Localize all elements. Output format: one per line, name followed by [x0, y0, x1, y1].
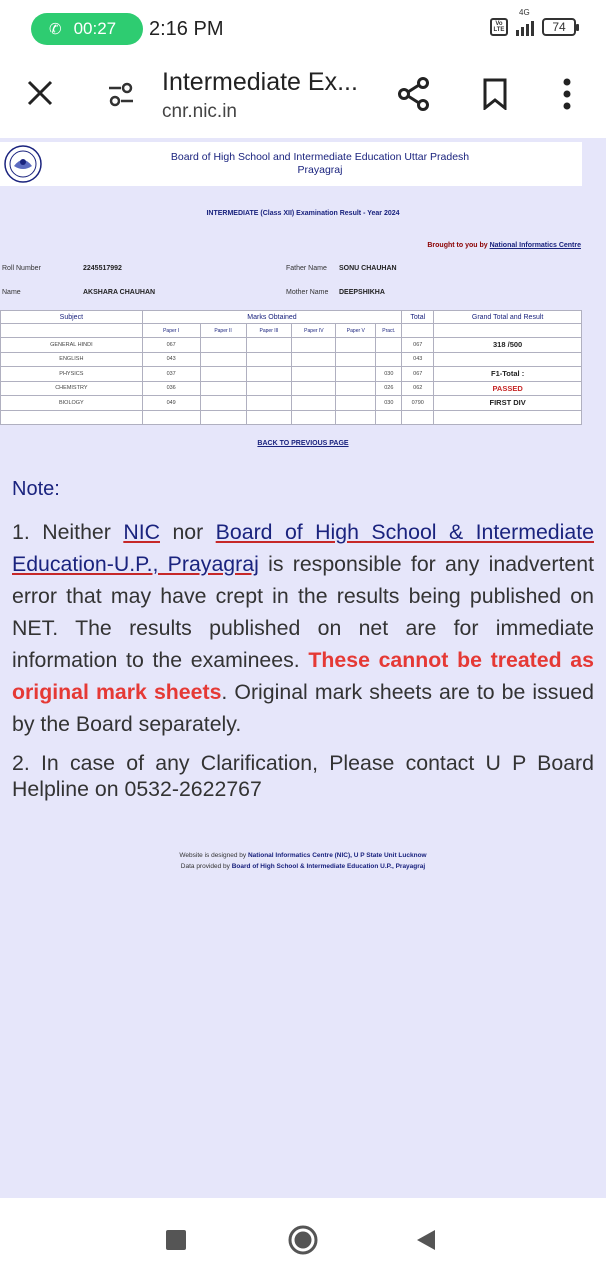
system-nav-bar — [0, 1198, 606, 1280]
ongoing-call-pill[interactable] — [31, 13, 143, 45]
note-1-text: is responsible for any inadvertent error that may have crept in the results being published on NET. The results published on net are for immediate information to the examinees. — [12, 552, 595, 672]
paper1-cell: 043 — [142, 352, 200, 367]
table-row — [1, 338, 582, 353]
paper1-cell: 049 — [142, 396, 200, 411]
practical-cell: 030 — [376, 396, 402, 411]
web-page — [0, 138, 606, 1198]
roll-number-label: Roll Number — [2, 265, 41, 272]
total-cell: 0790 — [402, 396, 434, 411]
recent-apps-icon[interactable] — [166, 1230, 186, 1250]
subject-cell: CHEMISTRY — [1, 381, 143, 396]
note-title: Note: — [12, 478, 60, 500]
table-row — [1, 396, 582, 411]
subject-cell: BIOLOGY — [1, 396, 143, 411]
header-total: Total — [402, 311, 434, 324]
battery-level: 74 — [552, 20, 566, 34]
warning-text: These cannot be treated as original mark sheets — [12, 648, 594, 704]
bookmark-icon[interactable] — [482, 78, 508, 110]
result-status-cell: PASSED — [434, 381, 582, 396]
header-marks-obtained: Marks Obtained — [142, 311, 402, 324]
grand-total-cell: F1-Total : — [434, 367, 582, 382]
footer-data-prefix: Data provided by — [180, 863, 232, 870]
father-name-label: Father Name — [286, 265, 327, 272]
footer-designed-by: National Informatics Centre (NIC), U P State Unit Lucknow — [247, 852, 427, 859]
mother-name-label: Mother Name — [286, 289, 329, 296]
name-value: AKSHARA CHAUHAN — [83, 289, 156, 296]
brought-to-you-by — [427, 242, 581, 249]
subject-cell: ENGLISH — [1, 352, 143, 367]
call-timer: 00:27 — [73, 19, 117, 38]
header-subject: Subject — [1, 311, 143, 324]
back-to-previous-page-link[interactable]: BACK TO PREVIOUS PAGE — [257, 440, 349, 447]
home-icon[interactable] — [287, 1224, 319, 1256]
more-options-icon[interactable] — [562, 78, 572, 110]
board-name: Board of High School and Intermediate Education Uttar Pradesh — [170, 151, 470, 163]
header-paper-1: Paper I — [142, 324, 200, 338]
network-type: 4G — [519, 8, 530, 17]
nic-note-link[interactable]: NIC — [123, 520, 160, 544]
note-1-text: 1. Neither — [12, 520, 124, 544]
total-cell: 067 — [402, 367, 434, 382]
system-icons — [490, 8, 576, 36]
practical-cell: 030 — [376, 367, 402, 382]
footer-data-by: Board of High School & Intermediate Education U.P., Prayagraj — [231, 863, 426, 870]
battery-icon — [542, 18, 576, 36]
grand-total-cell — [434, 352, 582, 367]
note-2: 2. In case of any Clarification, Please contact U P Board Helpline on 0532-2622767 — [12, 751, 594, 801]
subject-cell: GENERAL HINDI — [1, 338, 143, 353]
brought-prefix: Brought to you by — [427, 242, 490, 249]
mother-name-value: DEEPSHIKHA — [339, 289, 385, 296]
close-icon[interactable] — [25, 78, 55, 108]
table-row — [1, 381, 582, 396]
header-paper-5: Paper V — [336, 324, 376, 338]
subject-cell: PHYSICS — [1, 367, 143, 382]
table-row — [1, 367, 582, 382]
division-cell: FIRST DIV — [434, 396, 582, 411]
board-city: Prayagraj — [297, 164, 343, 176]
exam-title: INTERMEDIATE (Class XII) Examination Result - Year 2024 — [206, 210, 400, 217]
marks-table — [0, 310, 582, 425]
header-paper-4: Paper IV — [292, 324, 336, 338]
table-header-row — [1, 311, 582, 324]
total-cell: 043 — [402, 352, 434, 367]
paper1-cell: 037 — [142, 367, 200, 382]
note-1-text: nor — [160, 520, 216, 544]
practical-cell — [376, 352, 402, 367]
clock: 2:16 PM — [149, 18, 224, 40]
table-row — [1, 352, 582, 367]
name-label: Name — [2, 289, 21, 296]
browser-toolbar — [0, 58, 606, 138]
table-row-empty — [1, 410, 582, 424]
note-1 — [12, 516, 594, 740]
site-settings-icon[interactable] — [107, 80, 135, 108]
board-header — [0, 142, 582, 186]
back-icon[interactable] — [415, 1228, 437, 1252]
board-note-link[interactable]: Board of High School & Intermediate Education-U.P., Prayagraj — [12, 520, 594, 576]
note-1-text: . Original mark sheets are to be issued by the Board separately. — [12, 680, 594, 736]
paper1-cell: 067 — [142, 338, 200, 353]
father-name-value: SONU CHAUHAN — [339, 265, 397, 272]
header-paper-3: Paper III — [246, 324, 292, 338]
page-title: Intermediate Ex... — [162, 68, 358, 96]
nic-link[interactable]: National Informatics Centre — [489, 242, 581, 249]
status-bar — [0, 0, 606, 58]
roll-number-value: 2245517992 — [83, 265, 122, 272]
header-grand-total: Grand Total and Result — [434, 311, 582, 324]
practical-cell — [376, 338, 402, 353]
total-cell: 062 — [402, 381, 434, 396]
paper1-cell: 036 — [142, 381, 200, 396]
grand-total-cell: 318 /500 — [434, 338, 582, 353]
share-icon[interactable] — [398, 77, 430, 111]
total-cell: 067 — [402, 338, 434, 353]
up-board-emblem-icon — [2, 144, 44, 184]
volte-icon: Vo LTE — [490, 18, 508, 36]
practical-cell: 026 — [376, 381, 402, 396]
header-practical: Pract. — [376, 324, 402, 338]
header-paper-2: Paper II — [200, 324, 246, 338]
phone-icon: ✆ — [49, 21, 62, 38]
signal-icon — [516, 8, 534, 36]
table-subheader-row — [1, 324, 582, 338]
footer-designed-prefix: Website is designed by — [179, 852, 248, 859]
page-footer — [0, 850, 606, 872]
page-url[interactable]: cnr.nic.in — [162, 101, 237, 122]
